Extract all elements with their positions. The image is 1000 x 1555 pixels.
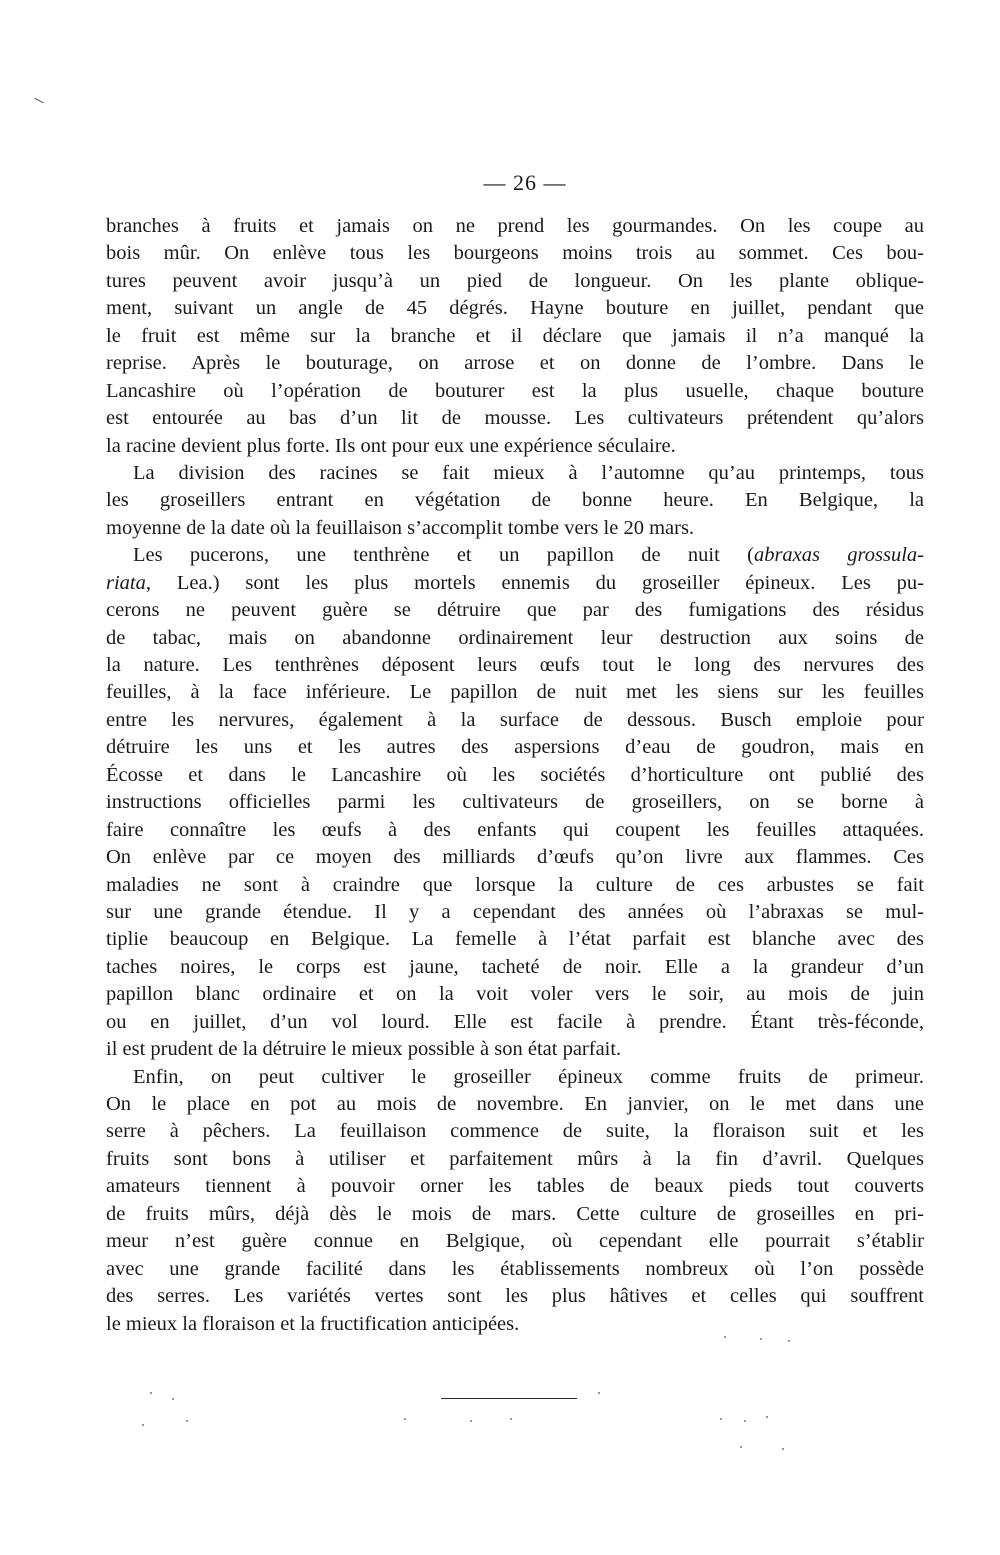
stray-mark (34, 98, 43, 104)
scan-speck (172, 1398, 174, 1400)
text-line: sur une grande étendue. Il y a cependant des années où l’abraxas se mul- (106, 900, 924, 923)
text-line: la nature. Les tenthrènes déposent leurs œufs tout le long des nervures des (106, 654, 924, 676)
text-line: taches noires, le corps est jaune, tacheté de noir. Elle a la grandeur d’un (106, 955, 924, 978)
text-line: meur n’est guère connue en Belgique, où cependant elle pourrait s’établir (106, 1230, 924, 1253)
text-line: le mieux la floraison et la fructification anticipées. (106, 1312, 520, 1335)
text-line: faire connaître les œufs à des enfants qui coupent les feuilles attaquées. (106, 818, 924, 841)
text-line: la racine devient plus forte. Ils ont pour eux une expérience séculaire. (106, 434, 676, 457)
text-line: La division des racines se fait mieux à l’automne qu’au printemps, tous (133, 461, 924, 484)
scan-speck (142, 1424, 144, 1426)
text-line: ou en juillet, d’un vol lourd. Elle est facile à prendre. Étant très-féconde, (106, 1010, 924, 1033)
text-line: Enfin, on peut cultiver le groseiller épineux comme fruits de primeur. (133, 1065, 924, 1088)
scan-speck (720, 1418, 722, 1420)
scan-speck (598, 1392, 600, 1394)
text-line: de tabac, mais on abandonne ordinairement leur destruction aux soins de (106, 626, 924, 649)
scan-speck (788, 1340, 790, 1342)
text-line: tiplie beaucoup en Belgique. La femelle à l’état parfait est blanche avec des (106, 928, 924, 951)
text-line: Écosse et dans le Lancashire où les sociétés d’horticulture ont publié des (106, 763, 924, 786)
text-line: Lancashire où l’opération de bouturer est la plus usuelle, chaque bouture (106, 379, 924, 402)
scan-speck (724, 1336, 726, 1338)
scan-speck (740, 1446, 742, 1448)
scan-speck (470, 1420, 472, 1422)
text-line: riata, Lea.) sont les plus mortels ennemis du groseiller épineux. Les pu- (106, 571, 924, 594)
text-line: les groseillers entrant en végétation de bonne heure. En Belgique, la (106, 489, 924, 512)
text-line: moyenne de la date où la feuillaison s’accomplit tombe vers le 20 mars. (106, 516, 695, 539)
text-line: branches à fruits et jamais on ne prend les gourmandes. On les coupe au (106, 215, 924, 237)
page-number: — 26 — (483, 170, 567, 195)
text-line: reprise. Après le bouturage, on arrose et on donne de l’ombre. Dans le (106, 352, 924, 375)
text-line: On le place en pot au mois de novembre. En janvier, on le met dans une (106, 1093, 924, 1115)
text-line: il est prudent de la détruire le mieux possible à son état parfait. (106, 1038, 622, 1061)
scan-speck (766, 1416, 768, 1418)
text-line: instructions officielles parmi les cultivateurs de groseillers, on se borne à (106, 791, 924, 814)
scan-speck (186, 1420, 188, 1422)
text-line: feuilles, à la face inférieure. Le papillon de nuit met les siens sur les feuilles (106, 681, 924, 704)
scan-speck (404, 1418, 406, 1420)
scan-speck (760, 1338, 762, 1340)
text-line: avec une grande facilité dans les établissements nombreux où l’on possède (106, 1257, 924, 1280)
body-text (106, 213, 924, 1338)
section-rule (441, 1398, 577, 1399)
text-line: bois mûr. On enlève tous les bourgeons moins trois au sommet. Ces bou- (106, 242, 924, 265)
text-line: entre les nervures, également à la surface de dessous. Busch emploie pour (106, 708, 924, 731)
text-line: ment, suivant un angle de 45 dégrés. Hayne bouture en juillet, pendant que (106, 297, 924, 320)
text-line: des serres. Les variétés vertes sont les plus hâtives et celles qui souffrent (106, 1285, 924, 1308)
text-line: On enlève par ce moyen des milliards d’œufs qu’on livre aux flammes. Ces (106, 846, 924, 869)
text-line: tures peuvent avoir jusqu’à un pied de longueur. On les plante oblique- (106, 269, 924, 292)
scan-speck (150, 1392, 152, 1394)
text-line: papillon blanc ordinaire et on la voit voler vers le soir, au mois de juin (106, 983, 924, 1006)
text-line: de fruits mûrs, déjà dès le mois de mars. Cette culture de groseilles en pri- (106, 1202, 924, 1225)
text-line: amateurs tiennent à pouvoir orner les tables de beaux pieds tout couverts (106, 1175, 924, 1198)
text-line: Les pucerons, une tenthrène et un papillon de nuit (abraxas grossula- (133, 544, 924, 567)
text-line: est entourée au bas d’un lit de mousse. Les cultivateurs prétendent qu’alors (106, 407, 924, 430)
text-line: détruire les uns et les autres des aspersions d’eau de goudron, mais en (106, 736, 924, 759)
text-line: cerons ne peuvent guère se détruire que par des fumigations des résidus (106, 599, 924, 622)
text-line: maladies ne sont à craindre que lorsque la culture de ces arbustes se fait (106, 873, 924, 896)
text-line: serre à pêchers. La feuillaison commence de suite, la floraison suit et les (106, 1120, 924, 1143)
scan-speck (510, 1418, 512, 1420)
scan-speck (744, 1420, 746, 1422)
text-line: fruits sont bons à utiliser et parfaitement mûrs à la fin d’avril. Quelques (106, 1147, 924, 1170)
scan-speck (782, 1448, 784, 1450)
text-line: le fruit est même sur la branche et il déclare que jamais il n’a manqué la (106, 324, 924, 347)
